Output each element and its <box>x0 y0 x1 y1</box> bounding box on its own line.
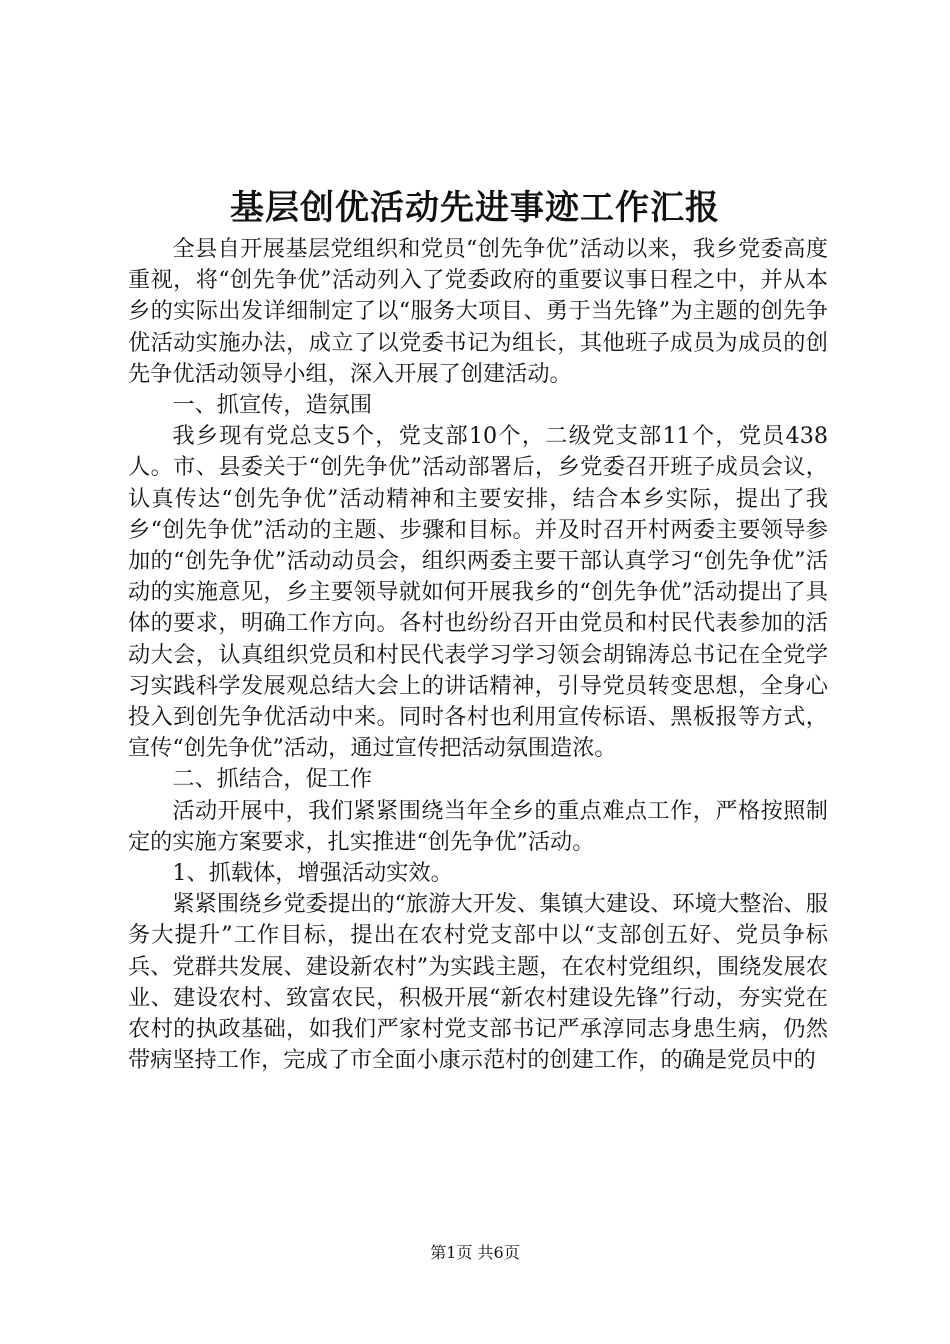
page-footer: 第1页 共6页 <box>430 1243 520 1262</box>
paragraph-subsection-1: 紧紧围绕乡党委提出的“旅游大开发、集镇大建设、环境大整治、服务大提升”工作目标，提出在农村党支部中以“支部创五好、党员争标兵、党群共发展、建设新农村”为实践主题，在农村党组织，围绕发展农业、建设农村、致富农民，积极开展“新农村建设先锋”行动，夯实党在农村的执政基础，如我们严家村党支部书记严承淳同志身患生病，仍然带病坚持工作，完成了市全面小康示范村的创建工作，的确是党员中的 <box>128 891 828 1074</box>
section-heading-1: 一、抓宣传，造氛围 <box>172 392 373 419</box>
document-title: 基层创优活动先进事迹工作汇报 <box>230 188 720 228</box>
document-body <box>128 234 828 1076</box>
subsection-heading-1: 1、抓载体，增强活动实效。 <box>172 860 453 887</box>
paragraph-section-1: 我乡现有党总支5个，党支部10个，二级党支部11个，党员438人。市、县委关于“创先争优”活动部署后，乡党委召开班子成员会议，认真传达“创先争优”活动精神和主要安排，结合本乡实际，提出了我乡“创先争优”活动的主题、步骤和目标。并及时召开村两委主要领导参加的“创先争优”活动动员会，组织两委主要干部认真学习“创先争优”活动的实施意见，乡主要领导就如何开展我乡的“创先争优”活动提出了具体的要求，明确工作方向。各村也纷纷召开由党员和村民代表参加的活动大会，认真组织党员和村民代表学习学习领会胡锦涛总书记在全党学习实践科学发展观总结大会上的讲话精神，引导党员转变思想，全身心投入到创先争优活动中来。同时各村也利用宣传标语、黑板报等方式，宣传“创先争优”活动，通过宣传把活动氛围造浓。 <box>128 423 828 762</box>
section-heading-2: 二、抓结合，促工作 <box>172 766 373 793</box>
paragraph-intro: 全县自开展基层党组织和党员“创先争优”活动以来，我乡党委高度重视，将“创先争优”活动列入了党委政府的重要议事日程之中，并从本乡的实际出发详细制定了以“服务大项目、勇于当先锋”为主题的创先争优活动实施办法，成立了以党委书记为组长，其他班子成员为成员的创先争优活动领导小组，深入开展了创建活动。 <box>128 236 828 387</box>
paragraph-section-2: 活动开展中，我们紧紧围绕当年全乡的重点难点工作，严格按照制定的实施方案要求，扎实推进“创先争优”活动。 <box>128 797 828 855</box>
